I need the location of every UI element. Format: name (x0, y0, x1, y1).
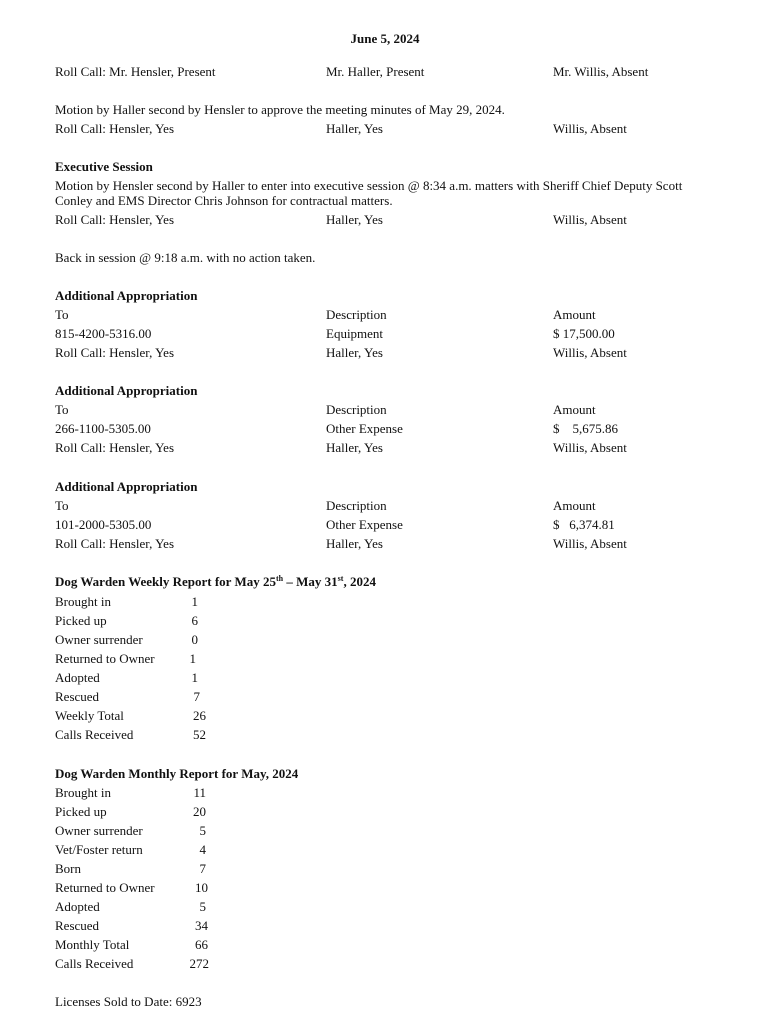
monthly-row-label: Owner surrender (55, 823, 143, 838)
appropriation-amount: $ 5,675.86 (553, 421, 618, 436)
minutes-motion: Motion by Haller second by Hensler to approve the meeting minutes of May 29, 2024. (55, 102, 505, 117)
appropriation-amount: $ 17,500.00 (553, 326, 615, 341)
appropriation-vote-willis: Willis, Absent (553, 536, 627, 551)
weekly-row-value: 1 (191, 670, 198, 685)
appropriation-heading: Additional Appropriation (55, 479, 198, 494)
weekly-row-value: 6 (191, 613, 198, 628)
weekly-row-label: Weekly Total (55, 708, 124, 723)
monthly-row-label: Monthly Total (55, 937, 130, 952)
weekly-row-value: 1 (189, 651, 196, 666)
monthly-row-label: Calls Received (55, 956, 134, 971)
monthly-row-value: 7 (199, 861, 206, 876)
monthly-report-heading: Dog Warden Monthly Report for May, 2024 (55, 766, 299, 781)
monthly-row-value: 5 (199, 823, 206, 838)
appropriation-account: 266-1100-5305.00 (55, 421, 151, 436)
weekly-row-label: Rescued (55, 689, 100, 704)
minutes-vote-hensler: Roll Call: Hensler, Yes (55, 121, 175, 136)
weekly-report-heading: Dog Warden Weekly Report for May 25th – May 31st, 2024 (55, 574, 376, 589)
roll-call-hensler: Roll Call: Mr. Hensler, Present (55, 64, 216, 79)
monthly-row-label: Born (55, 861, 81, 876)
roll-call-willis: Mr. Willis, Absent (553, 64, 649, 79)
appropriation-vote-hensler: Roll Call: Hensler, Yes (55, 536, 175, 551)
back-in-session: Back in session @ 9:18 a.m. with no action taken. (55, 250, 316, 265)
monthly-row-label: Adopted (55, 899, 100, 914)
weekly-row-label: Returned to Owner (55, 651, 155, 666)
weekly-row-label: Calls Received (55, 727, 134, 742)
monthly-row-value: 34 (195, 918, 208, 933)
minutes-vote-willis: Willis, Absent (553, 121, 627, 136)
minutes-vote-haller: Haller, Yes (326, 121, 383, 136)
weekly-row-value: 52 (193, 727, 206, 742)
licenses-sold: Licenses Sold to Date: 6923 (55, 994, 202, 1009)
monthly-row-value: 272 (189, 956, 209, 971)
appropriation-heading: Additional Appropriation (55, 383, 198, 398)
appropriation-vote-haller: Haller, Yes (326, 440, 383, 455)
appropriation-heading: Additional Appropriation (55, 288, 198, 303)
appropriation-description: Equipment (326, 326, 384, 341)
weekly-row-label: Owner surrender (55, 632, 143, 647)
monthly-row-value: 10 (195, 880, 208, 895)
meeting-date: June 5, 2024 (350, 31, 420, 46)
appropriation-to-label: To (55, 307, 69, 322)
appropriation-account: 815-4200-5316.00 (55, 326, 152, 341)
monthly-row-value: 66 (195, 937, 208, 952)
weekly-row-value: 1 (191, 594, 198, 609)
executive-vote-haller: Haller, Yes (326, 212, 383, 227)
appropriation-description: Other Expense (326, 421, 403, 436)
monthly-row-value: 11 (193, 785, 206, 800)
appropriation-desc-label: Description (326, 498, 387, 513)
executive-vote-willis: Willis, Absent (553, 212, 627, 227)
executive-session-heading: Executive Session (55, 159, 153, 174)
weekly-row-label: Picked up (55, 613, 107, 628)
weekly-row-value: 7 (193, 689, 200, 704)
weekly-row-value: 0 (191, 632, 198, 647)
appropriation-account: 101-2000-5305.00 (55, 517, 152, 532)
monthly-row-label: Picked up (55, 804, 107, 819)
weekly-row-value: 26 (193, 708, 206, 723)
appropriation-vote-willis: Willis, Absent (553, 345, 627, 360)
weekly-row-label: Brought in (55, 594, 111, 609)
appropriation-to-label: To (55, 402, 69, 417)
appropriation-amount-label: Amount (553, 498, 596, 513)
monthly-row-label: Vet/Foster return (55, 842, 143, 857)
appropriation-vote-willis: Willis, Absent (553, 440, 627, 455)
appropriation-vote-haller: Haller, Yes (326, 345, 383, 360)
appropriation-amount-label: Amount (553, 307, 596, 322)
monthly-row-value: 5 (199, 899, 206, 914)
appropriation-vote-haller: Haller, Yes (326, 536, 383, 551)
appropriation-amount-label: Amount (553, 402, 596, 417)
appropriation-desc-label: Description (326, 402, 387, 417)
weekly-row-label: Adopted (55, 670, 100, 685)
appropriation-vote-hensler: Roll Call: Hensler, Yes (55, 345, 175, 360)
appropriation-amount: $ 6,374.81 (553, 517, 615, 532)
appropriation-desc-label: Description (326, 307, 387, 322)
monthly-row-label: Returned to Owner (55, 880, 155, 895)
monthly-row-value: 20 (193, 804, 206, 819)
appropriation-to-label: To (55, 498, 69, 513)
executive-session-motion: Motion by Hensler second by Haller to enter into executive session @ 8:34 a.m. matters with Sheriff Chief Deputy Scott Conley and EMS Director Chris Johnson for contractual matters. (55, 178, 683, 208)
monthly-row-label: Brought in (55, 785, 111, 800)
monthly-row-value: 4 (199, 842, 206, 857)
appropriation-description: Other Expense (326, 517, 403, 532)
roll-call-haller: Mr. Haller, Present (326, 64, 425, 79)
executive-vote-hensler: Roll Call: Hensler, Yes (55, 212, 175, 227)
monthly-row-label: Rescued (55, 918, 100, 933)
appropriation-vote-hensler: Roll Call: Hensler, Yes (55, 440, 175, 455)
